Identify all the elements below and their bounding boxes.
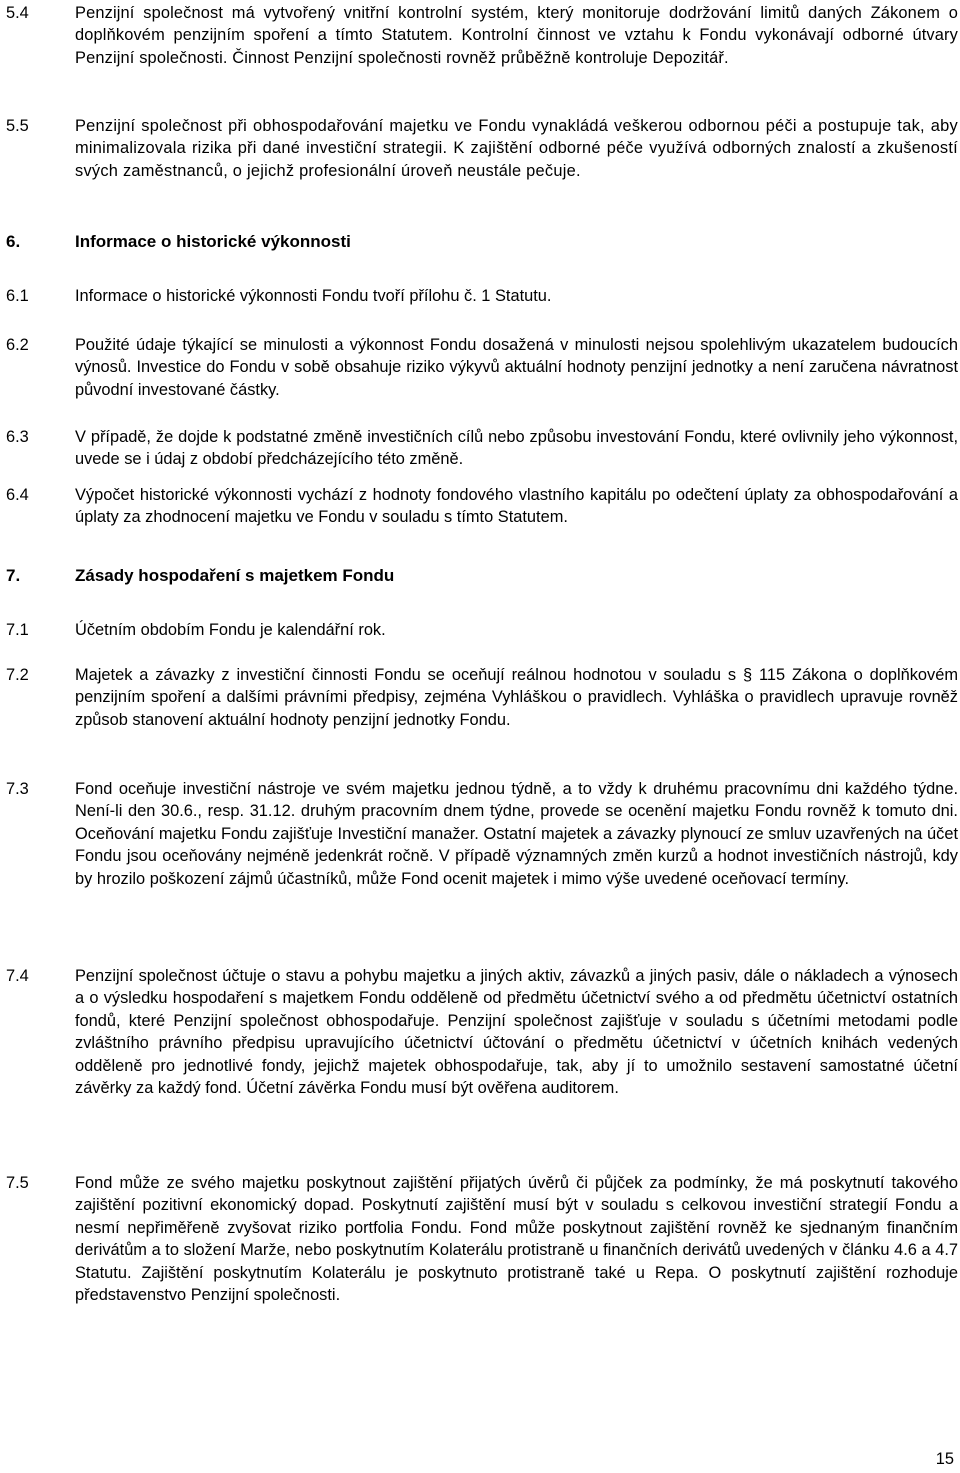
heading-text: Zásady hospodaření s majetkem Fondu — [75, 566, 395, 585]
page-number: 15 — [935, 1450, 954, 1468]
section-7-2 — [6, 664, 958, 731]
section-number: 5.4 — [6, 4, 29, 22]
section-7-1 — [6, 619, 958, 641]
section-text: Fond může ze svého majetku poskytnout zajištění přijatých úvěrů či půjček za podmínky, že má poskytnutí takového zajištění pozitivní ekonomický dopad. Poskytnutí zajištění musí být v souladu s celkovou investiční strategií Fondu a nesmí nepřiměřeně zvyšovat riziko portfolia Fondu. Fond může poskytnout zajištění rovněž ke sjednaným finančním derivátům a to složení Marže, nebo poskytnutím Kolaterálu protistraně u finančních derivátů uvedených v článku 4.6 a 4.7 Statutu. Zajištění poskytnutím Kolaterálu je poskytnuto protistraně také u Repa. O poskytnutí zajištění rozhoduje představenstvo Penzijní společnosti. — [75, 1174, 958, 1305]
section-7-5 — [6, 1172, 958, 1306]
section-text: Penzijní společnost účtuje o stavu a pohybu majetku a jiných aktiv, závazků a jiných pasiv, dále o nákladech a výnosech a o výsledku hospodaření s majetkem Fondu odděleně od předmětu účetnictví svého a od předmětu účetnictví ostatních fondů, které Penzijní společnost obhospodařuje. Penzijní společnost zajišťuje v souladu s účetními metodami podle zvláštního právního předpisu upravujícího účetnictví účtování o předmětu účetnictví v účetních knihách vedených odděleně pro jednotlivé fondy, jejichž majetek obhospodařuje, tak, aby jí to umožnilo sestavení samostatné účetní závěrky za každý fond. Účetní závěrka Fondu musí být ověřena auditorem. — [75, 967, 958, 1098]
section-text: Penzijní společnost má vytvořený vnitřní kontrolní systém, který monitoruje dodržování limitů daných Zákonem o doplňkovém penzijním spoření a tímto Statutem. Kontrolní činnost ve vztahu k Fondu vykonávají odborné útvary Penzijní společnosti. Činnost Penzijní společnosti rovněž průběžně kontroluje Depozitář. — [75, 4, 958, 67]
section-text: Penzijní společnost při obhospodařování majetku ve Fondu vynakládá veškerou odbornou péči a postupuje tak, aby minimalizovala rizika při dané investiční strategii. K zajištění odborné péče využívá odborných znalostí a zkušeností svých zaměstnanců, o jejichž profesionální úroveň neustále pečuje. — [75, 117, 958, 180]
section-text: Použité údaje týkající se minulosti a výkonnost Fondu dosažená v minulosti nejsou spolehlivým ukazatelem budoucích výnosů. Investice do Fondu v sobě obsahuje riziko výkyvů aktuální hodnoty penzijní jednotky a není zaručena návratnost původní investované částky. — [75, 336, 958, 399]
section-number: 6.2 — [6, 336, 29, 354]
section-text: V případě, že dojde k podstatné změně investičních cílů nebo způsobu investování Fondu, které ovlivnily jeho výkonnost, uvede se i údaj z období předcházejícího této změně. — [75, 428, 958, 469]
section-number: 7.3 — [6, 780, 29, 798]
section-number: 6.1 — [6, 287, 29, 305]
section-number: 6.4 — [6, 486, 29, 504]
section-number: 7.1 — [6, 621, 29, 639]
section-5-5 — [6, 115, 958, 182]
section-text: Výpočet historické výkonnosti vychází z hodnoty fondového vlastního kapitálu po odečtení úplaty za obhospodařování a úplaty za zhodnocení majetku ve Fondu v souladu s tímto Statutem. — [75, 486, 958, 527]
section-text: Informace o historické výkonnosti Fondu tvoří přílohu č. 1 Statutu. — [75, 287, 552, 305]
section-5-4 — [6, 2, 958, 69]
heading-number: 7. — [6, 566, 21, 585]
section-6-4 — [6, 484, 958, 529]
section-text: Účetním obdobím Fondu je kalendářní rok. — [75, 621, 386, 639]
heading-number: 6. — [6, 232, 21, 251]
heading-text: Informace o historické výkonnosti — [75, 232, 351, 251]
section-number: 5.5 — [6, 117, 29, 135]
section-6-2 — [6, 334, 958, 401]
section-number: 7.4 — [6, 967, 29, 985]
section-6-1 — [6, 285, 958, 307]
section-number: 7.2 — [6, 666, 29, 684]
section-number: 7.5 — [6, 1174, 29, 1192]
section-7-3 — [6, 778, 958, 890]
section-7-4 — [6, 965, 958, 1099]
heading-6 — [6, 231, 958, 253]
section-text: Fond oceňuje investiční nástroje ve svém majetku jednou týdně, a to vždy k druhému pracovnímu dni každého týdne. Není-li den 30.6., resp. 31.12. druhým pracovním dnem týdne, provede se ocenění majetku Fondu rovněž k tomuto dni. Oceňování majetku Fondu zajišťuje Investiční manažer. Ostatní majetek a závazky plynoucí ze smluv uzavřených na účet Fondu jsou oceňovány nejméně jedenkrát ročně. V případě významných změn kurzů a hodnot investičních nástrojů, kdy by hrozilo poškození zájmů účastníků, může Fond ocenit majetek i mimo výše uvedené oceňovací termíny. — [75, 780, 958, 888]
section-6-3 — [6, 426, 958, 471]
heading-7 — [6, 565, 958, 587]
section-text: Majetek a závazky z investiční činnosti Fondu se oceňují reálnou hodnotou v souladu s § 115 Zákona o doplňkovém penzijním spoření a dalšími právními předpisy, zejména Vyhláškou o pravidlech. Vyhláška o pravidlech upravuje rovněž způsob stanovení aktuální hodnoty penzijní jednotky Fondu. — [75, 666, 958, 729]
section-number: 6.3 — [6, 428, 29, 446]
